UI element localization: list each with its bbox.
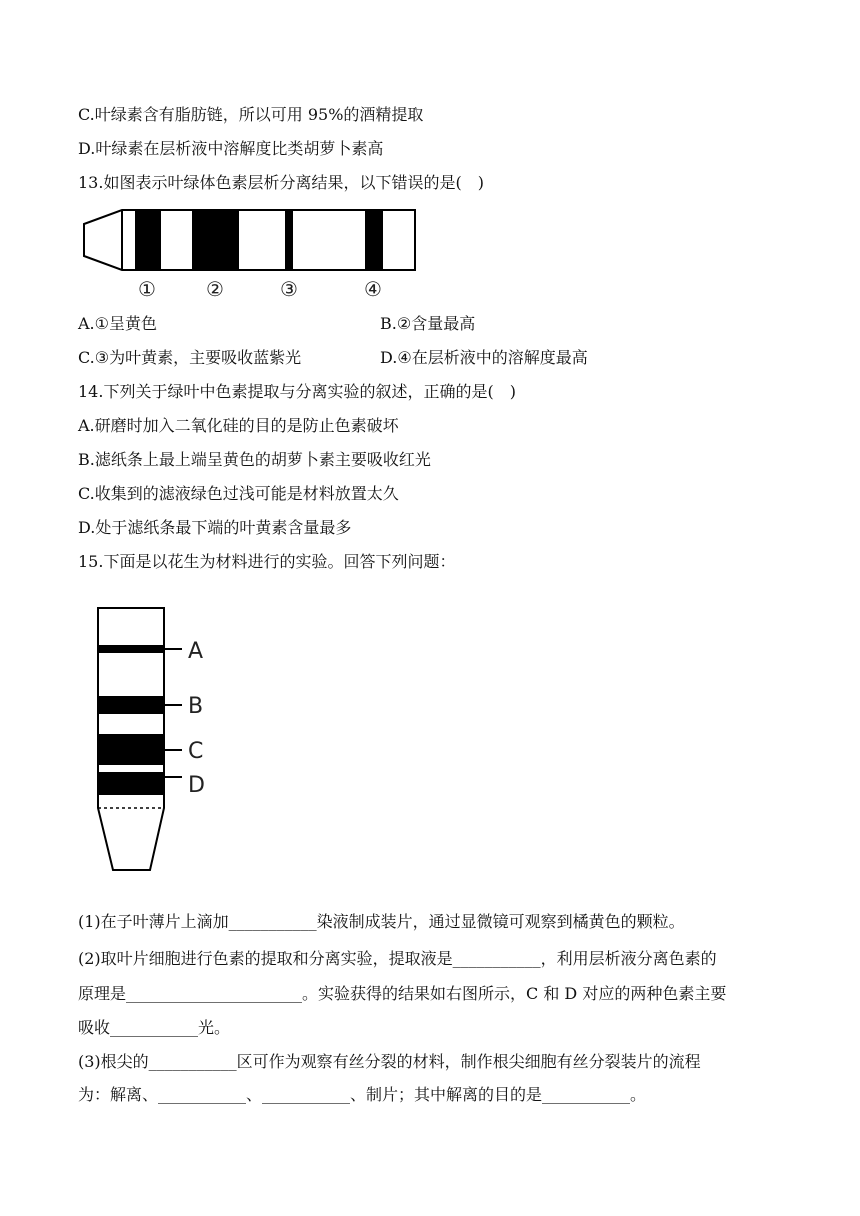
q14-stem: 14.下列关于绿叶中色素提取与分离实验的叙述，正确的是( ) [78,382,516,401]
band-label-a: A [188,639,204,664]
band-d [98,772,164,795]
q15-part-2-line-1: (2)取叶片细胞进行色素的提取和分离实验，提取液是___________，利用层析液分离色素的 [78,949,717,968]
q14-option-a: A.研磨时加入二氧化硅的目的是防止色素破坏 [78,416,399,435]
q15-part-1: (1)在子叶薄片上滴加___________染液制成装片，通过显微镜可观察到橘黄色的颗粒。 [78,912,685,931]
q15-part-2-line-2: 原理是______________________。实验获得的结果如右图所示，C 和 D 对应的两种色素主要 [78,984,727,1003]
band-4 [365,210,383,270]
q14-option-c: C.收集到的滤液绿色过浅可能是材料放置太久 [78,484,399,503]
q13-chromatography-strip [80,208,425,302]
band-label-4: ④ [364,277,382,301]
band-label-d: D [188,773,205,798]
q12-option-d: D.叶绿素在层析液中溶解度比类胡萝卜素高 [78,139,384,158]
band-b [98,696,164,714]
q12-option-c: C.叶绿素含有脂肪链，所以可用 95%的酒精提取 [78,105,424,124]
band-2 [192,210,239,270]
band-label-2: ② [206,277,224,301]
band-c [98,734,164,765]
band-a [98,645,164,653]
q13-stem: 13.如图表示叶绿体色素层析分离结果，以下错误的是( ) [78,173,484,192]
q15-stem: 15.下面是以花生为材料进行的实验。回答下列问题： [78,552,456,571]
q14-option-d: D.处于滤纸条最下端的叶黄素含量最多 [78,518,352,537]
q14-option-b: B.滤纸条上最上端呈黄色的胡萝卜素主要吸收红光 [78,450,431,469]
q15-part-3-line-2: 为：解离、___________、___________、制片；其中解离的目的是___________。 [78,1085,647,1104]
q15-chromatography-strip [90,600,230,880]
band-1 [135,210,161,270]
band-label-c: C [188,739,204,764]
band-label-3: ③ [280,277,298,301]
q13-option-a: A.①呈黄色 [78,314,157,333]
band-label-1: ① [138,277,156,301]
q13-option-c: C.③为叶黄素，主要吸收蓝紫光 [78,348,302,367]
band-3 [285,210,293,270]
band-label-b: B [188,694,204,719]
q13-option-d: D.④在层析液中的溶解度最高 [380,348,588,367]
q15-part-2-line-3: 吸收___________光。 [78,1018,231,1037]
q13-option-b: B.②含量最高 [380,314,476,333]
q15-part-3-line-1: (3)根尖的___________区可作为观察有丝分裂的材料，制作根尖细胞有丝分裂装片的流程 [78,1052,701,1071]
